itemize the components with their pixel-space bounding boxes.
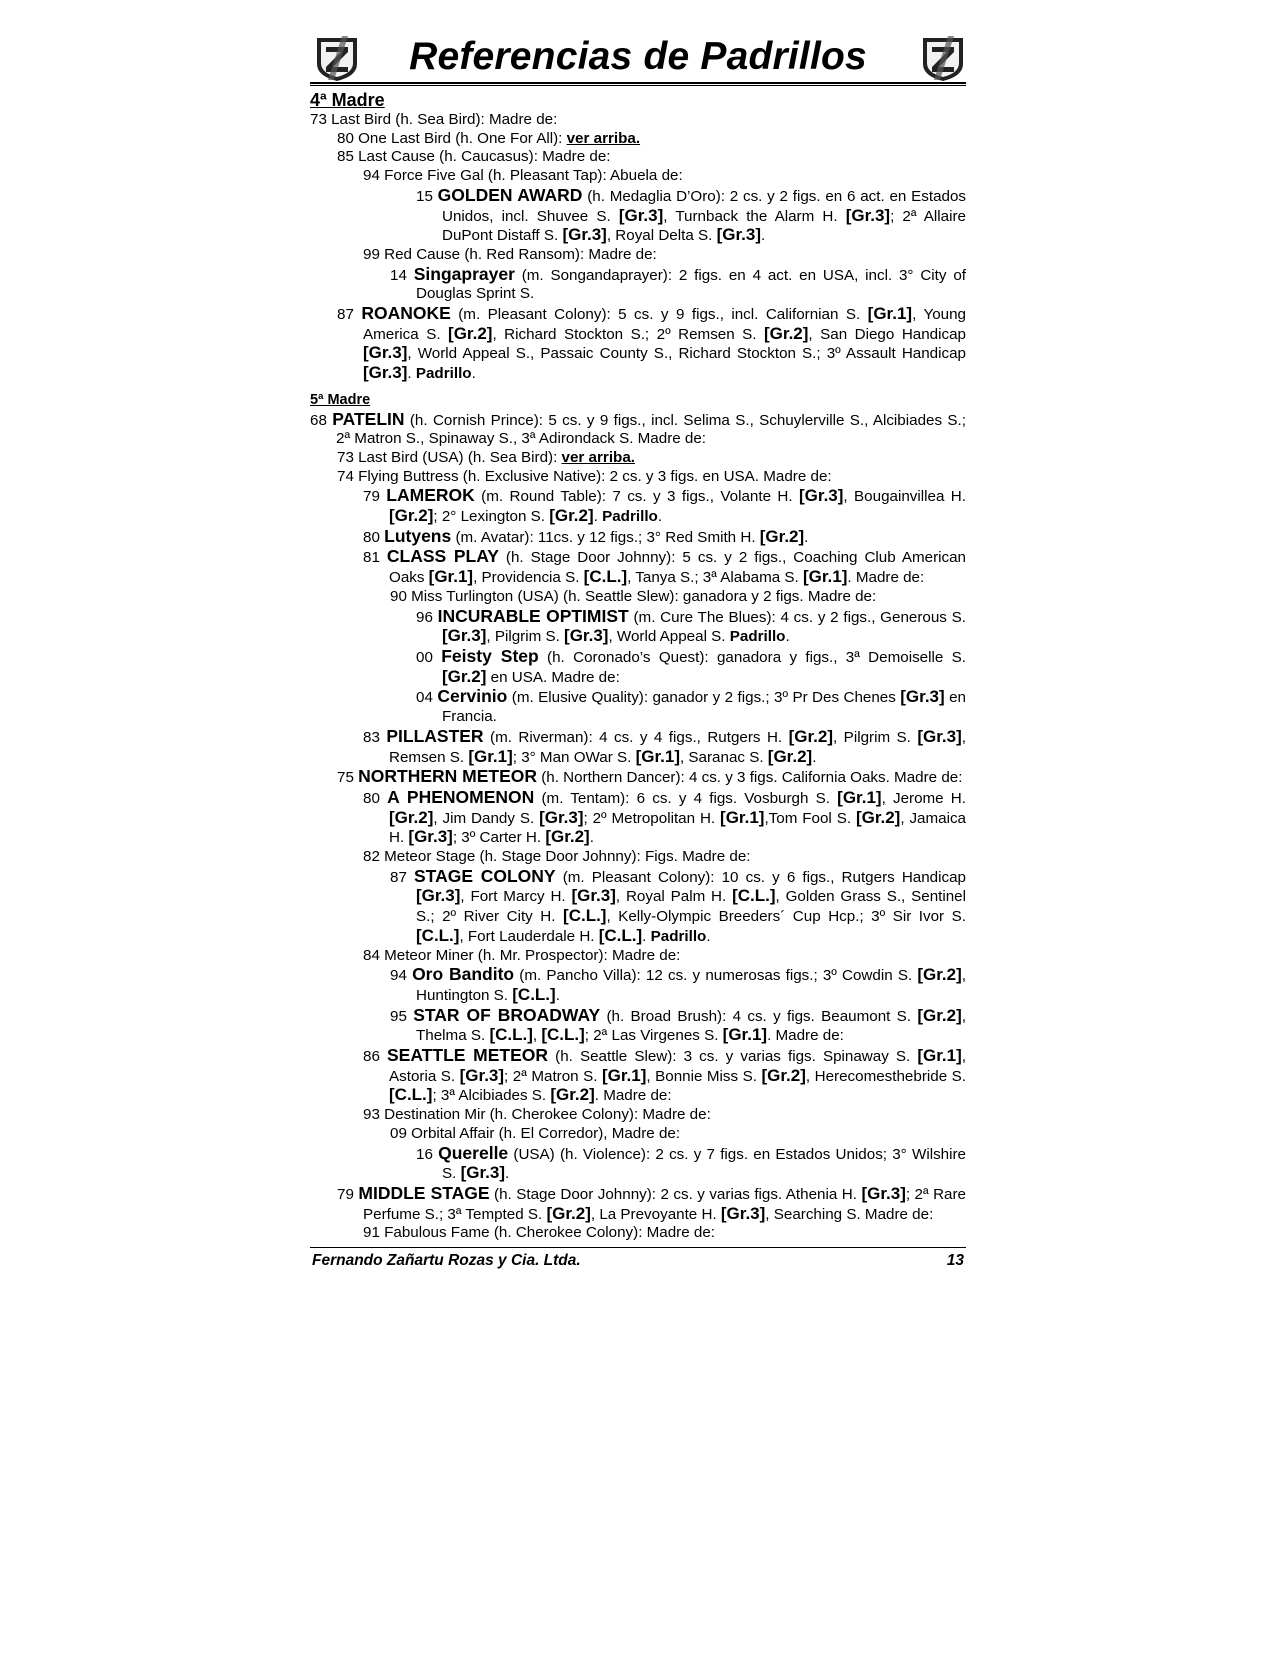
entry-text: (h. Northern Dancer): 4 cs. y 3 figs. California Oaks. Madre de: xyxy=(537,769,963,787)
entry-text: (m. Pleasant Colony): 10 cs. y 6 figs., Rutgers Handicap xyxy=(555,868,966,886)
race-grade: [Gr.3] xyxy=(363,343,408,363)
entry-text: ,Tom Fool S. xyxy=(764,809,856,827)
race-grade: [C.L.] xyxy=(416,925,460,945)
entry-text: . xyxy=(657,508,663,526)
sire-label: Padrillo xyxy=(729,628,786,646)
entry-text: , Jerome H. xyxy=(881,789,966,807)
entry-text: 95 xyxy=(390,1007,414,1025)
pedigree-entry xyxy=(310,1106,966,1125)
horse-name: A PHENOMENON xyxy=(387,786,535,807)
entry-text: , Searching S. Madre de: xyxy=(765,1205,934,1223)
horse-name: Oro Bandito xyxy=(412,964,515,985)
pedigree-entry xyxy=(310,965,966,1005)
entry-text: . Madre de: xyxy=(767,1027,844,1045)
entry-text: (h. Medaglia D’Oro): 2 cs. y 2 figs. en 6 act. en Estados Unidos, incl. Shuvee S. xyxy=(442,187,967,225)
race-grade: [Gr.3] xyxy=(720,1203,766,1223)
race-grade: [Gr.2] xyxy=(549,506,594,526)
section-heading: 4ª Madre xyxy=(310,90,385,110)
entry-text: 14 xyxy=(390,266,414,284)
pedigree-entry xyxy=(310,687,966,726)
horse-name: NORTHERN METEOR xyxy=(358,766,538,787)
entry-text: (h. Cornish Prince): 5 cs. y 9 figs., incl. Selima S., Schuylerville S., Alcibiades S.; 2ª Matron S., Spinaway S., 3ª Adirondack S. Madre de: xyxy=(336,411,966,448)
entry-text: 96 xyxy=(416,608,438,626)
pedigree-entry xyxy=(310,1046,966,1106)
entry-text: , Turnback the Alarm H. xyxy=(663,207,846,225)
entry-text: 16 xyxy=(416,1145,439,1163)
horse-name: MIDDLE STAGE xyxy=(358,1182,490,1203)
entry-text: (m. Songandaprayer): 2 figs. en 4 act. en USA, incl. 3° City of Douglas Sprint S. xyxy=(416,266,966,303)
race-grade: [Gr.2] xyxy=(917,1005,962,1025)
entry-text: en USA. Madre de: xyxy=(486,668,620,686)
entry-text: , Pilgrim S. xyxy=(486,628,565,646)
entry-text: , World Appeal S. xyxy=(608,628,730,646)
entry-text: 83 xyxy=(363,728,387,746)
entry-text: (m. Elusive Quality): ganador y 2 figs.; 3º Pr Des Chenes xyxy=(507,689,901,707)
pedigree-entry xyxy=(310,848,966,867)
entry-text: , Remsen S. xyxy=(389,728,966,766)
race-grade: [Gr.2] xyxy=(761,1065,806,1085)
page xyxy=(310,32,966,1243)
sire-label: Padrillo xyxy=(415,365,472,383)
entry-text: . xyxy=(804,528,809,546)
entry-text: . xyxy=(642,927,651,945)
race-grade: [Gr.3] xyxy=(571,886,616,906)
pedigree-entry xyxy=(310,1184,966,1224)
entry-text: 15 xyxy=(416,187,438,205)
horse-name: Lutyens xyxy=(384,525,452,546)
entry-text: 85 Last Cause (h. Caucasus): Madre de: xyxy=(337,148,611,166)
entry-text: (USA) (h. Violence): 2 cs. y 7 figs. en Estados Unidos; 3° Wilshire S. xyxy=(442,1145,966,1183)
race-grade: [Gr.3] xyxy=(845,205,891,225)
race-grade: [Gr.2] xyxy=(917,965,962,985)
entry-text: . xyxy=(706,927,711,945)
pedigree-entry xyxy=(310,246,966,265)
entry-text: . xyxy=(593,508,603,526)
pedigree-entry xyxy=(310,148,966,167)
entry-text: (m. Tentam): 6 cs. y 4 figs. Vosburgh S. xyxy=(534,789,838,807)
shield-z-logo-icon xyxy=(920,34,966,82)
entry-text: , Fort Marcy H. xyxy=(460,888,572,906)
entry-text: ; 2ª Matron S. xyxy=(504,1067,602,1085)
horse-name: SEATTLE METEOR xyxy=(387,1045,549,1066)
page-footer xyxy=(310,1247,966,1272)
entry-text: ; 3ª Alcibiades S. xyxy=(432,1087,551,1105)
page-title: Referencias de Padrillos xyxy=(409,35,867,78)
entry-text: (m. Pancho Villa): 12 cs. y numerosas figs.; 3º Cowdin S. xyxy=(514,967,918,985)
entry-text: 94 xyxy=(390,967,413,985)
entry-text: ; 2° Lexington S. xyxy=(433,508,550,526)
race-grade: [Gr.3] xyxy=(416,886,461,906)
race-grade: [Gr.1] xyxy=(917,1046,962,1066)
race-grade: [Gr.1] xyxy=(837,787,882,807)
header-rule-thin xyxy=(310,85,966,86)
pedigree-entry xyxy=(310,1006,966,1046)
entry-text: ; 2º Metropolitan H. xyxy=(583,809,721,827)
pedigree-entry xyxy=(310,527,966,548)
entry-text: . xyxy=(589,829,594,847)
race-grade: [Gr.2] xyxy=(545,827,590,847)
entry-text: 79 xyxy=(363,488,387,506)
entry-text: , Jamaica H. xyxy=(389,809,967,847)
entry-text: (m. Riverman): 4 cs. y 4 figs., Rutgers H. xyxy=(483,728,789,746)
race-grade: [Gr.2] xyxy=(546,1203,591,1223)
race-grade: [Gr.1] xyxy=(803,567,848,587)
entry-text: , Pilgrim S. xyxy=(833,728,918,746)
entry-text: 74 Flying Buttress (h. Exclusive Native): 2 cs. y 3 figs. en USA. Madre de: xyxy=(337,467,832,485)
race-grade: [Gr.1] xyxy=(428,567,474,587)
page-header xyxy=(310,32,966,84)
horse-name: LAMEROK xyxy=(386,485,475,506)
entry-text: , Tanya S.; 3ª Alabama S. xyxy=(627,569,803,587)
footer-company: Fernando Zañartu Rozas y Cia. Ltda. xyxy=(312,1252,581,1269)
entry-text: , Royal Delta S. xyxy=(606,227,717,245)
horse-name: Singaprayer xyxy=(413,263,515,284)
entry-text: , World Appeal S., Passaic County S., Richard Stockton S.; 3º Assault Handicap xyxy=(407,345,966,363)
race-grade: [Gr.2] xyxy=(764,323,809,343)
entry-text: , Bougainvillea H. xyxy=(843,488,966,506)
horse-name: Feisty Step xyxy=(441,645,539,666)
race-grade: [Gr.2] xyxy=(389,807,434,827)
pedigree-entry xyxy=(310,647,966,687)
race-grade: [Gr.3] xyxy=(539,807,584,827)
race-grade: [Gr.3] xyxy=(460,1163,505,1183)
pedigree-entry xyxy=(310,788,966,848)
pedigree-entry xyxy=(310,867,966,947)
race-grade: [Gr.3] xyxy=(562,225,607,245)
pedigree-entry xyxy=(310,1125,966,1144)
page-number: 13 xyxy=(946,1252,964,1269)
race-grade: [Gr.1] xyxy=(720,807,765,827)
entry-text: , Golden Grass S., Sentinel S.; 2º River City H. xyxy=(416,888,966,926)
entry-text: , Royal Palm H. xyxy=(615,888,733,906)
entry-text: . xyxy=(471,365,476,383)
entry-text: ; 2ª Rare Perfume S.; 3ª Tempted S. xyxy=(363,1185,967,1223)
entry-text: , Richard Stockton S.; 2º Remsen S. xyxy=(492,325,765,343)
pedigree-entry xyxy=(310,265,966,304)
race-grade: [Gr.2] xyxy=(788,726,834,746)
entry-text: 80 xyxy=(363,789,388,807)
pedigree-entry xyxy=(310,449,966,468)
race-grade: [Gr.3] xyxy=(917,726,962,746)
sire-label: Padrillo xyxy=(602,508,658,526)
race-grade: [C.L.] xyxy=(512,984,556,1004)
pedigree-entry xyxy=(310,727,966,767)
pedigree-entry xyxy=(310,588,966,607)
cross-reference-link: ver arriba. xyxy=(561,448,635,466)
entry-text: , xyxy=(532,1027,542,1045)
entry-text: (m. Cure The Blues): 4 cs. y 2 figs., Generous S. xyxy=(628,608,966,626)
race-grade: [Gr.2] xyxy=(448,323,493,343)
entry-text: , Kelly-Olympic Breeders´ Cup Hcp.; 3º Sir Ivor S. xyxy=(606,908,967,926)
entry-text: , Bonnie Miss S. xyxy=(646,1067,762,1085)
pedigree-entry xyxy=(310,304,966,384)
race-grade: [Gr.3] xyxy=(564,626,609,646)
entry-text: 99 Red Cause (h. Red Ransom): Madre de: xyxy=(363,245,657,263)
horse-name: GOLDEN AWARD xyxy=(437,184,583,205)
entry-text: 93 Destination Mir (h. Cherokee Colony): Madre de: xyxy=(363,1106,711,1124)
race-grade: [Gr.1] xyxy=(601,1065,647,1085)
pedigree-entry xyxy=(310,947,966,966)
pedigree-entry xyxy=(310,486,966,526)
race-grade: [Gr.3] xyxy=(799,486,844,506)
pedigree-entry xyxy=(310,186,966,246)
race-grade: [Gr.2] xyxy=(767,746,813,766)
race-grade: [Gr.3] xyxy=(861,1183,906,1203)
entry-text: , Providencia S. xyxy=(473,569,584,587)
race-grade: [Gr.1] xyxy=(867,304,913,324)
horse-name: Cervinio xyxy=(437,686,508,707)
sire-label: Padrillo xyxy=(650,927,707,945)
horse-name: PATELIN xyxy=(332,408,405,429)
entry-text: (m. Round Table): 7 cs. y 3 figs., Volante H. xyxy=(474,488,800,506)
entry-text: (h. Coronado’s Quest): ganadora y figs., 3ª Demoiselle S. xyxy=(538,648,966,666)
entry-text: , Astoria S. xyxy=(389,1048,966,1085)
entry-text: 81 xyxy=(363,549,387,567)
race-grade: [C.L.] xyxy=(583,567,628,587)
race-grade: [C.L.] xyxy=(598,925,643,945)
race-grade: [Gr.3] xyxy=(618,205,664,225)
pedigree-entry xyxy=(310,607,966,647)
entry-text: 00 xyxy=(416,648,442,666)
entry-text: 68 xyxy=(310,411,333,429)
race-grade: [Gr.3] xyxy=(900,687,945,707)
header-rule xyxy=(310,82,966,84)
entry-text: (h. Stage Door Johnny): 2 cs. y varias figs. Athenia H. xyxy=(489,1185,862,1203)
entry-text: , Jim Dandy S. xyxy=(433,809,540,827)
section-heading: 5ª Madre xyxy=(310,391,371,408)
race-grade: [Gr.2] xyxy=(389,506,434,526)
race-grade: [Gr.3] xyxy=(459,1065,505,1085)
race-grade: [C.L.] xyxy=(732,886,776,906)
pedigree-entry xyxy=(310,111,966,130)
entry-text: 09 Orbital Affair (h. El Corredor), Madre de: xyxy=(390,1124,681,1142)
entry-text: . Madre de: xyxy=(847,569,925,587)
entry-text: (h. Broad Brush): 4 cs. y figs. Beaumont S. xyxy=(600,1007,918,1025)
entry-text: 73 Last Bird (USA) (h. Sea Bird): xyxy=(337,448,562,466)
horse-name: STAGE COLONY xyxy=(414,865,556,886)
entry-text: (m. Pleasant Colony): 5 cs. y 9 figs., incl. Californian S. xyxy=(450,306,868,324)
entry-text: . xyxy=(407,365,416,383)
race-grade: [Gr.3] xyxy=(442,626,487,646)
race-grade: [Gr.2] xyxy=(759,526,805,546)
race-grade: [Gr.2] xyxy=(442,666,487,686)
pedigree-entry xyxy=(310,1224,966,1243)
entry-text: en Francia. xyxy=(442,689,966,726)
race-grade: [Gr.1] xyxy=(468,746,513,766)
pedigree-entry xyxy=(310,547,966,587)
pedigree-entry xyxy=(310,167,966,186)
entry-text: , La Prevoyante H. xyxy=(590,1205,721,1223)
entry-text: (h. Seattle Slew): 3 cs. y varias figs. Spinaway S. xyxy=(548,1048,918,1066)
entry-text: 73 Last Bird (h. Sea Bird): Madre de: xyxy=(310,111,558,128)
race-grade: [C.L.] xyxy=(563,906,607,926)
race-grade: [Gr.3] xyxy=(716,225,761,245)
entry-text: ; 2ª Allaire DuPont Distaff S. xyxy=(442,207,966,245)
race-grade: [Gr.2] xyxy=(550,1085,595,1105)
race-grade: [Gr.3] xyxy=(408,827,453,847)
entry-text: , Herecomesthebride S. xyxy=(805,1067,967,1085)
entry-text: . xyxy=(812,748,817,766)
pedigree-content xyxy=(310,90,966,1243)
entry-text: (m. Avatar): 11cs. y 12 figs.; 3° Red Smith H. xyxy=(451,528,760,546)
pedigree-entry xyxy=(310,410,966,449)
race-grade: [C.L.] xyxy=(489,1025,533,1045)
entry-text: 94 Force Five Gal (h. Pleasant Tap): Abuela de: xyxy=(363,167,683,185)
race-grade: [C.L.] xyxy=(389,1085,433,1105)
horse-name: Querelle xyxy=(438,1142,509,1163)
entry-text: 80 xyxy=(363,528,385,546)
entry-text: . xyxy=(555,986,560,1004)
entry-text: . xyxy=(504,1165,510,1183)
race-grade: [Gr.1] xyxy=(635,746,680,766)
horse-name: PILLASTER xyxy=(386,725,484,746)
entry-text: . Madre de: xyxy=(594,1087,672,1105)
horse-name: INCURABLE OPTIMIST xyxy=(437,605,629,626)
entry-text: 84 Meteor Miner (h. Mr. Prospector): Madre de: xyxy=(363,946,681,964)
pedigree-entry xyxy=(310,468,966,487)
race-grade: [Gr.3] xyxy=(363,363,408,383)
entry-text: . xyxy=(785,628,790,646)
race-grade: [Gr.1] xyxy=(722,1025,768,1045)
entry-text: 90 Miss Turlington (USA) (h. Seattle Slew): ganadora y 2 figs. Madre de: xyxy=(390,587,877,605)
entry-text: 79 xyxy=(337,1185,359,1203)
entry-text: 82 Meteor Stage (h. Stage Door Johnny): Figs. Madre de: xyxy=(363,848,751,866)
pedigree-entry xyxy=(310,1144,966,1184)
entry-text: , Fort Lauderdale H. xyxy=(459,927,599,945)
horse-name: ROANOKE xyxy=(361,303,451,324)
entry-text: , Young America S. xyxy=(363,306,966,343)
pedigree-entry xyxy=(310,130,966,149)
entry-text: . xyxy=(760,227,766,245)
entry-text: 91 Fabulous Fame (h. Cherokee Colony): Madre de: xyxy=(363,1224,716,1242)
entry-text: 86 xyxy=(363,1048,387,1066)
entry-text: 75 xyxy=(337,769,359,787)
entry-text: ; 2ª Las Virgenes S. xyxy=(584,1027,723,1045)
entry-text: 87 xyxy=(390,868,414,886)
entry-text: 04 xyxy=(416,689,438,707)
entry-text: , Huntington S. xyxy=(416,967,966,1004)
entry-text: ; 3º Carter H. xyxy=(452,829,546,847)
race-grade: [Gr.2] xyxy=(855,807,901,827)
cross-reference-link: ver arriba. xyxy=(566,129,641,147)
race-grade: [C.L.] xyxy=(541,1025,585,1045)
entry-text: , Thelma S. xyxy=(416,1007,966,1045)
entry-text: (h. Stage Door Johnny): 5 cs. y 2 figs., Coaching Club American Oaks xyxy=(389,549,966,587)
entry-text: ; 3° Man OWar S. xyxy=(512,748,636,766)
pedigree-entry xyxy=(310,767,966,788)
entry-text: 87 xyxy=(337,306,362,324)
entry-text: 80 One Last Bird (h. One For All): xyxy=(337,129,567,147)
horse-name: CLASS PLAY xyxy=(386,546,499,567)
horse-name: STAR OF BROADWAY xyxy=(413,1004,601,1025)
entry-text: , Saranac S. xyxy=(679,748,768,766)
entry-text: , San Diego Handicap xyxy=(808,325,966,343)
